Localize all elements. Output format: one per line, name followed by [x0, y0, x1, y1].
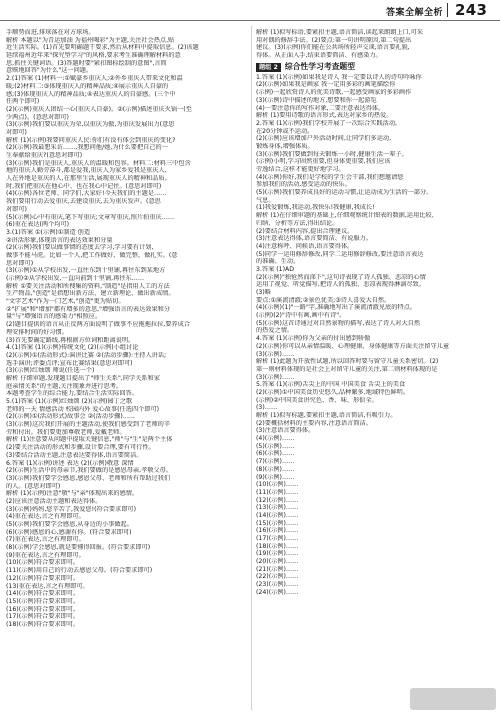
- text-line: (2)(示例)"独怆然而涕下",这句诗表现了诗人孤独、悲凉的心情: [256, 273, 426, 281]
- header-title: 答案全解全析: [386, 8, 444, 18]
- text-line: (2)要关注活动的形式和步骤,设计要合理,要有可行性。: [6, 444, 155, 452]
- page-header: [0, 0, 500, 24]
- text-line: (16)(示例)……: [256, 527, 299, 535]
- text-line: (3)(示例)①从学校出发,一直往东到十里铺,再往东到某地方: [6, 267, 166, 275]
- text-line: (21)(示例)……: [256, 565, 299, 573]
- text-line: 本题考查学生的综合能力,要结合生活实际回答。: [6, 390, 138, 398]
- text-line: 用对偶的修辞手法。(2)要点:第一句讲明原因,第二句提出: [256, 36, 412, 44]
- text-line: (7)(示例)……: [256, 458, 295, 466]
- text-line: 人在外地是重庆的人,在那里生活,展现重庆人的精神和品质。: [6, 175, 171, 183]
- text-line: (17)(示例)符合要求即可。: [6, 613, 80, 621]
- text-line: (14)(示例)符合要求即可。: [6, 590, 80, 598]
- text-line: (3)(示例)红烛颂 师说(任选一个): [6, 367, 95, 375]
- text-line: 劳逸结合,这样才能更好地学习。: [256, 166, 345, 173]
- text-line: (5)(示例)……: [256, 442, 295, 450]
- text-line: 解析 (1)注意要从问题中提取关键信息,"师"与"生"是两个主体: [6, 436, 173, 444]
- text-line: 参加我们的活动,感受运动的快乐。: [256, 181, 351, 189]
- text-line: 运用了视觉、听觉描写,把诗人的孤独、悲凉表现得淋漓尽致。: [256, 281, 426, 289]
- text-line: 解析 仔细审题,发现题目提出了"师生关系",同学关系和家: [6, 374, 160, 382]
- text-line: 的人。(意思对即可): [6, 482, 61, 490]
- text-line: (23)(示例)……: [256, 581, 299, 589]
- header-separator: [447, 3, 448, 17]
- text-line: 时,我们把重庆在他心中、也在我心中记住。(意思对即可): [6, 182, 162, 190]
- column-divider: [251, 26, 252, 710]
- text-line: 解析 (1)(示例)注意"敬"与"亲"体现出来的感情。: [6, 490, 139, 498]
- text-line: 解析 本题以"为青运加油 为福州喝彩"为主题,关注社会热点,贴: [6, 36, 175, 44]
- text-line: (3)注意表达得体,语言要简洁、有说服力。: [256, 235, 372, 243]
- text-line: 量"与"增强语言的感染力"相照应。: [6, 313, 102, 321]
- text-line: (18)(示例)……: [256, 542, 299, 550]
- text-line: (2)要概括材料的主要内容,注意语言简洁。: [256, 419, 372, 427]
- section-title: 综合性学习考查题型: [284, 62, 356, 72]
- text-line: 庭亲情关系"的主题,关注现象并进行思考。: [6, 382, 123, 390]
- text-line: (3)要结合活动主题,注意表达要得体,语言要简洁。: [6, 451, 143, 459]
- text-line: (13)重在表达,言之有理即可。: [6, 582, 89, 590]
- text-line: (3)(示例)妈妈,您辛苦了,我爱您!(符合要求即可): [6, 505, 137, 513]
- text-line: 3.(1)答案 ①(示例)①制造 创造: [6, 228, 91, 236]
- text-line: (2)(示例)①(活动形式):演讲比赛 ②(活动步骤):主持人讲话;: [6, 351, 167, 359]
- text-line: 锻炼身体,增强体质。: [256, 142, 314, 150]
- text-line: 归纳、分析等方法,得出结论。: [256, 219, 339, 227]
- text-line: 延续福州近年来"探究型学习"的风格,要求考生准确理解材料的意: [6, 52, 181, 60]
- text-line: (9)重在表达,言之有理即可。: [6, 551, 85, 559]
- text-line: 暖;(2)材料二:③体现重庆人的精神品质;④展示重庆人自豪的: [6, 82, 169, 90]
- text-line: (2)(示例)你可以从亲情温暖、心理健康、身体健康等方面关注留守儿童: [256, 342, 450, 350]
- text-line: (3)(示例)诗中描述的地方,想要和你一起游览: [256, 96, 377, 104]
- text-line: (3)注意语言要得体。: [256, 427, 315, 435]
- section-heading: [256, 62, 494, 73]
- text-line: (19)(示例)……: [256, 550, 299, 558]
- text-line: 解析 (1)(示例)我要问重庆人民:你们有没有体会到重庆的变化?: [6, 136, 176, 144]
- text-line: (15)(示例)符合要求即可。: [6, 597, 80, 605]
- text-line: (示例)(2)"诗中有画,画中有诗"。: [256, 312, 346, 320]
- watermark-stamp: [410, 688, 496, 710]
- text-line: (2)(示例)如果我是画家 我一定用多彩的画笔描绘你: [256, 81, 396, 89]
- section-badge: 题组 2: [256, 63, 281, 72]
- text-line: 选手演讲;评委点评;宣布比赛结果(意思对即可): [6, 359, 133, 367]
- text-line: (3)首先要确定路线,再根据方位词和距离说明。: [6, 336, 135, 344]
- text-line: 得体。从正面入手,结束语要简洁、有感染力。: [256, 52, 382, 60]
- text-line: (4)(示例)你好,我们是学校的学生会干部,我们想邀请您: [256, 173, 404, 181]
- text-line: 1.答案 (1)(示例)如果我是诗人 我一定要以诗人的诗句吟咏你: [256, 73, 422, 81]
- text-line: (1)我爱锻炼,我运动,我快乐!我健康,我成长!: [256, 204, 375, 212]
- text-line: (示例)一起欣赏诗人的优美诗歌,一起感受画家的多彩画作: [256, 89, 412, 97]
- text-line: 的热爱之情。: [256, 327, 294, 335]
- left-column: [6, 29, 250, 711]
- text-line: 3.答案 (1)AD: [256, 265, 295, 273]
- text-line: (3)(示例)我们是重庆人,重庆人的温暖和包容。材料二:材料三中包含: [6, 159, 191, 167]
- text-line: (示例)小明,学习固然重要,但身体更重要,我们应该: [256, 158, 391, 166]
- text-line: 感;(3)体现重庆人的精神品质;④表达重庆人的自豪感。(三个中: [6, 90, 176, 98]
- text-line: 解析 (1)此题为开放性试题,所以回答时要与留守儿童关系密切。(2): [256, 358, 439, 366]
- text-line: (3)(示例)我们要学会感恩,感恩父母、老师和所有帮助过我们: [6, 474, 171, 482]
- text-line: (3)略: [256, 289, 271, 296]
- text-line: 理安排时间的好习惯。: [6, 328, 68, 336]
- text-line: (2)要结合材料内容,提出合理建议。: [256, 227, 354, 235]
- text-line: (4)(示例)(1)"一路"字,准确地写出了溪流清澈见底的特点。: [256, 304, 416, 312]
- text-line: 解析 (1)拟写标语,要紧扣主题,语言简洁,读起来朗朗上口,可采: [256, 29, 424, 36]
- text-line: (16)(示例)符合要求即可。: [6, 605, 80, 613]
- text-line: 手顺势而进,排球落在对方球场。: [6, 29, 95, 36]
- text-line: 4.(1)答案 (1)(示例)传统文化 (2)(示例)小组讨论: [6, 344, 139, 352]
- text-line: 解析 (1)在仔细审题的基础上,仔细观察统计图表的数据,运用比较、: [256, 212, 438, 220]
- text-line: 近生活实际。(1)首先要明确题干要求,然后从材料中提取信息。(2)该题: [6, 44, 199, 52]
- text-line: (2)(示例)我们要以做事情的态度去学习,学习要有计划,: [6, 244, 154, 252]
- text-line: (4)重在表达,言之有理即可。: [6, 513, 85, 521]
- text-line: 劳和付出。我们要更加尊敬老师,爱戴老师。: [6, 428, 126, 436]
- text-line: (14)(示例)……: [256, 511, 299, 519]
- text-line: (7)重在表达,言之有理即可。: [6, 536, 85, 544]
- text-line: (2)(示例)我最想采访……,我想问他/她,为什么要把自己的一: [6, 144, 168, 152]
- text-line: (2)题目提供的语言从正反两方面说明了做事不应拖拖拉拉,要养成合: [6, 321, 190, 329]
- text-line: 5.(1)答案 (1)(示例)红烛颂 (2)(示例)园丁之歌: [6, 398, 133, 405]
- text-line: (6)(示例)……: [256, 450, 295, 458]
- text-line: 思对即可): [6, 259, 34, 267]
- text-line: (示例)②中国美食讲究色、香、味、形俱全。: [256, 396, 378, 404]
- text-line: 第一则材料体现的是社会上对留守儿童的关注,第二则材料体现的是: [256, 365, 438, 373]
- text-line: 少两点)。(意思对即可): [6, 113, 69, 121]
- text-line: 解析 ①要关注活动和所搜集的资料,"制造"是指用人工的方法: [6, 282, 170, 290]
- text-line: (6)重在表达(两个均可): [6, 221, 70, 229]
- text-line: (11)(示例)用自己的行动去感恩父母。(符合要求即可): [6, 567, 153, 575]
- text-line: (3)……: [256, 404, 278, 412]
- text-line: 2.答案 (1)(示例)我们学校开展了一次综合实践活动,: [256, 119, 397, 127]
- text-line: 气息。: [256, 196, 275, 204]
- right-column: [256, 29, 494, 711]
- text-line: (10)(示例)符合要求即可。: [6, 559, 80, 567]
- text-line: 任两个即可): [6, 98, 40, 106]
- text-line: 生产物品,"创造"是指想出新方法、建立新理论、做出新成绩。: [6, 290, 175, 298]
- text-line: (15)(示例)……: [256, 519, 299, 527]
- text-line: (12)(示例)……: [256, 496, 299, 504]
- text-line: (5)(示例)我们要养成良好的运动习惯,让运动成为生活的一部分。: [256, 189, 433, 197]
- text-line: (13)(示例)……: [256, 504, 299, 512]
- text-line: 做事不能马虎。比如一个人,把工作做好、做完整、做扎实。(意: [6, 251, 178, 259]
- text-line: (22)(示例)……: [256, 573, 299, 581]
- text-line: (2)(示例)重庆人团结一心(重庆人自豪)。②(示例)描述重庆火锅一(至: [6, 105, 192, 113]
- text-line: (示例)②从学校出发,一直向前到十里铺,再往东……: [6, 275, 145, 282]
- text-line: 6.答案 (1)(示例)讲述 表达 (2)(示例)敬意 深情: [6, 459, 134, 467]
- text-line: (2)(示例)①中国美食历史悠久,品种繁多,地域特色鲜明。: [256, 388, 410, 396]
- text-line: 4.答案 (1)(示例)你为父亲的付出感到骄傲: [256, 335, 371, 343]
- text-line: (3)(示例)……: [256, 350, 295, 358]
- text-line: 对即可): [6, 205, 27, 213]
- text-line: 解析 (1)要用诗歌的语言形式,表达对家乡的热爱。: [256, 112, 393, 120]
- text-line: 生奉献给重庆?(意思对即可): [6, 152, 83, 159]
- text-line: (10)(示例)……: [256, 481, 299, 489]
- text-line: (8)(示例)……: [256, 465, 295, 473]
- text-line: (3)(示例)我们要以重庆为荣,以重庆为傲,为重庆发展出力(意思: [6, 121, 175, 129]
- text-line: (3)(示例)……: [256, 373, 295, 381]
- header-rule: [0, 20, 500, 21]
- page-number: 243: [455, 1, 488, 19]
- text-line: (6)(示例)感恩的心,感谢有你。(符合要求即可): [6, 528, 132, 536]
- text-line: 在20分钟或不运动。: [256, 127, 314, 135]
- text-line: (5)(示例)心中有重庆,笔下写重庆;文章写重庆,照片拍重庆……: [6, 213, 175, 221]
- text-line: (20)(示例)……: [256, 558, 299, 566]
- text-line: (4)注意称呼、问候语,语言要得体。: [256, 242, 354, 250]
- text-line: (24)(示例)……: [256, 588, 299, 596]
- text-line: (12)(示例)符合要求即可。: [6, 574, 80, 582]
- text-line: ②"扩展"和"增加"都有增多的意思,"增强语言的表达效果和分: [6, 305, 171, 313]
- text-line: 建议。(3)(示例)你们能在公共场所轻声交谈,语言要礼貌,: [256, 44, 410, 52]
- text-line: (5)同学一运用修辞修改,同学二运用修辞修改,要注意语言表达: [256, 250, 424, 258]
- right-column-answers: [256, 74, 494, 597]
- text-line: (2)(示例)①(活动形式)故事会 ②(活动步骤)……: [6, 413, 136, 421]
- text-line: (5)(示例)这首诗通过对自然景物的描写,表达了诗人对大自然: [256, 319, 421, 327]
- text-line: (17)(示例)……: [256, 535, 299, 542]
- text-line: 5.答案 (1)(示例)舌尖上的中国 中国美食 舌尖上的美食: [256, 381, 406, 389]
- text-line: 要点:①溪流清澈;②景色优美;③诗人喜爱大自然。: [256, 296, 391, 304]
- text-line: "文字艺术"作为一门艺术,"创造"更为贴切。: [6, 298, 125, 306]
- text-line: 老师的一天 情感活动 校园内外 爱心故事(任选四个即可): [6, 405, 160, 413]
- text-line: (4)(示例)各位老师、同学们,大家好!今天我们的主题是……: [6, 190, 167, 198]
- text-line: 2.(1)答案 (1)材料一:①赋豪乡重庆人;②外乡重庆人带来文化和温: [6, 75, 183, 83]
- text-line: (9)(示例)……: [256, 473, 295, 481]
- text-line: (8)(示例)学会感恩,就是要懂得回报。(符合要求即可): [6, 544, 151, 552]
- text-line: 地的重庆人勤劳奋斗,都是爱我,重庆人为家乡爱我是重庆人,: [6, 167, 167, 175]
- text-line: 意赅地回答"为什么"这一问题。: [6, 67, 93, 75]
- text-line: 思,抓住关键词语。(3)答题时要"紧扣图标绘制的意图",言简: [6, 59, 167, 67]
- text-line: (2)(示例)应该增加户外活动时间,让同学们多运动,: [256, 135, 392, 143]
- text-line: (11)(示例)……: [256, 488, 299, 496]
- text-line: (3)(示例)我们要做到每天锻炼一小时,健康生活一辈子。: [256, 150, 408, 158]
- text-line: (5)(示例)我们要学会感恩,从身边的小事做起。: [6, 521, 133, 528]
- right-column-top-block: [256, 29, 494, 60]
- text-line: 我们要用行动去爱重庆,去建设重庆,去为重庆发声。(意思: [6, 198, 161, 206]
- text-line: (4)一要注意你的写作对象,二要注意表达得体。: [256, 104, 385, 112]
- text-line: 的准确、生动。: [256, 258, 300, 266]
- text-line: (2)(示例)生活中的母亲节,我们要做的是感恩母亲,孝敬父母。: [6, 467, 173, 475]
- text-line: ②讲活形象,体现语言的表达效果和分量: [6, 236, 113, 244]
- text-line: 解析 (1)拟写标题,要紧扣主题,语言简洁,有吸引力。: [256, 412, 397, 419]
- text-line: 对即可): [6, 128, 27, 136]
- text-line: (4)(示例)……: [256, 435, 295, 443]
- text-line: (2)应该注意活动主题和表达得体。: [6, 497, 102, 505]
- text-line: (18)(示例)符合要求即可。: [6, 620, 80, 628]
- text-line: (3)(示例)这次我们开展的主题活动,使我们感受到了老师的辛: [6, 421, 171, 429]
